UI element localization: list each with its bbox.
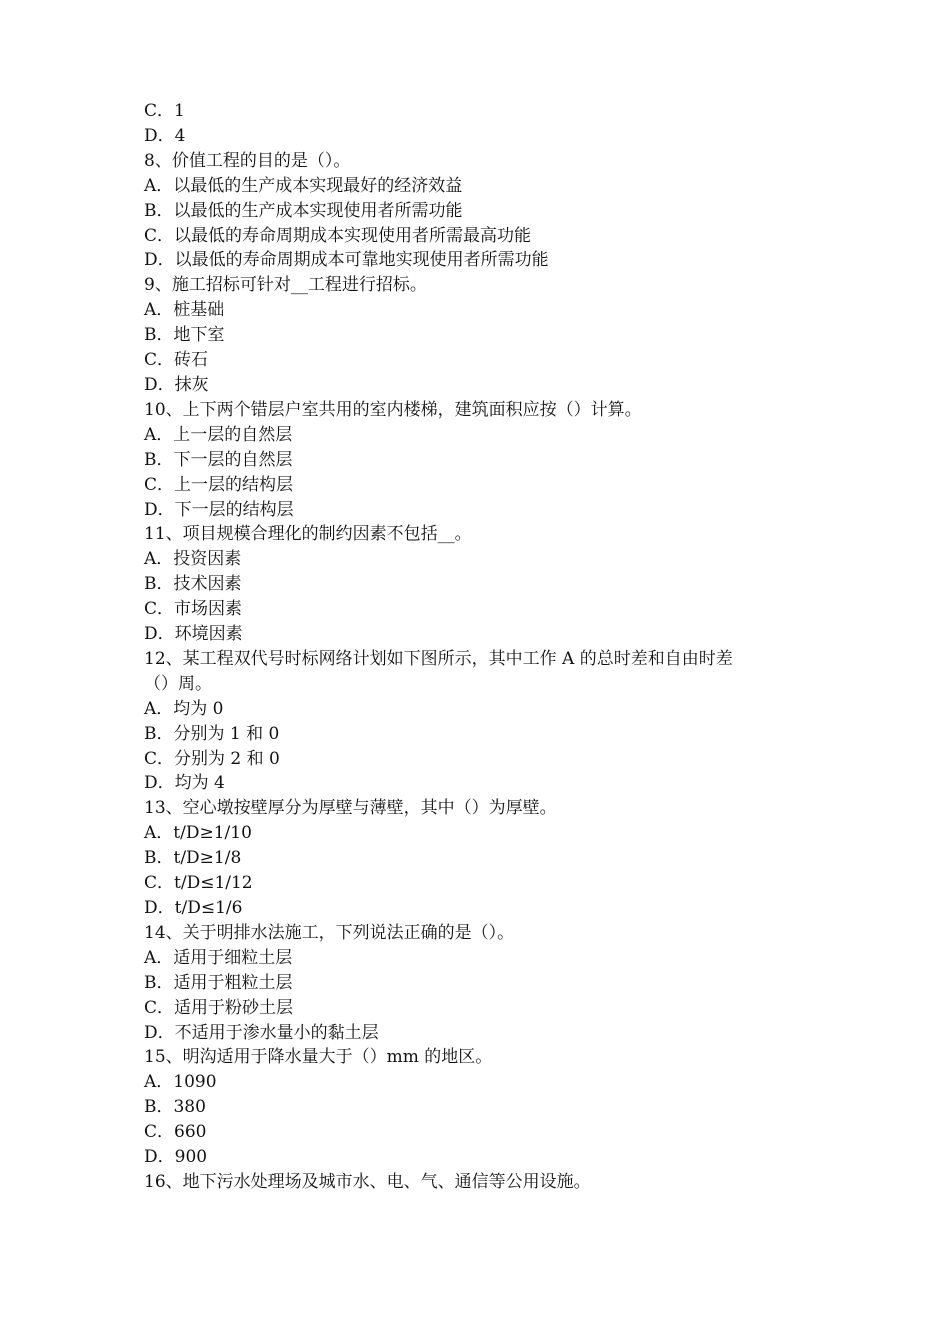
document-page: [144, 99, 814, 1195]
question-13: 13、空心墩按壁厚分为厚壁与薄壁，其中（）为厚壁。: [144, 798, 557, 819]
option-a: A．适用于细粒土层: [144, 947, 293, 968]
option-d: D．均为 4: [144, 773, 225, 794]
option-c: C．适用于粉砂土层: [144, 997, 294, 1018]
option-c: C．660: [144, 1122, 207, 1143]
option-a: A．t/D≥1/10: [144, 823, 252, 844]
option-a: A．上一层的自然层: [144, 424, 293, 445]
option-d: D．不适用于渗水量小的黏土层: [144, 1022, 379, 1043]
question-12: 12、某工程双代号时标网络计划如下图所示，其中工作 A 的总时差和自由时差: [144, 648, 733, 669]
question-14: 14、关于明排水法施工，下列说法正确的是（）。: [144, 922, 515, 943]
option-b: B．技术因素: [144, 574, 242, 595]
option-d: D．抹灰: [144, 374, 209, 395]
option-b: B．以最低的生产成本实现使用者所需功能: [144, 200, 463, 221]
question-11: 11、项目规模合理化的制约因素不包括__。: [144, 524, 472, 545]
option-b: B．380: [144, 1097, 206, 1118]
option-c: C．上一层的结构层: [144, 474, 294, 495]
option-a: A．均为 0: [144, 698, 224, 719]
option-c: C．以最低的寿命周期成本实现使用者所需最高功能: [144, 225, 532, 246]
question-10: 10、上下两个错层户室共用的室内楼梯，建筑面积应按（）计算。: [144, 399, 642, 420]
option-c: C．t/D≤1/12: [144, 873, 253, 894]
option-d: D．4: [144, 125, 186, 146]
option-d: D．下一层的结构层: [144, 499, 294, 520]
option-c: C．1: [144, 101, 185, 121]
option-b: B．地下室: [144, 325, 225, 346]
option-a: A．以最低的生产成本实现最好的经济效益: [144, 175, 463, 196]
question-15: 15、明沟适用于降水量大于（）mm 的地区。: [144, 1047, 493, 1068]
option-c: C．分别为 2 和 0: [144, 748, 280, 769]
question-8: 8、价值工程的目的是（）。: [144, 150, 351, 171]
question-9: 9、施工招标可针对__工程进行招标。: [144, 275, 427, 296]
option-d: D．环境因素: [144, 624, 243, 645]
option-b: B．适用于粗粒土层: [144, 972, 293, 993]
option-a: A．1090: [144, 1072, 217, 1093]
option-a: A．投资因素: [144, 549, 242, 570]
option-c: C．砖石: [144, 350, 209, 371]
option-d: D．以最低的寿命周期成本可靠地实现使用者所需功能: [144, 250, 549, 271]
option-d: D．900: [144, 1147, 208, 1168]
question-12-continued: （）周。: [144, 673, 212, 694]
option-a: A．桩基础: [144, 300, 225, 321]
option-b: B．分别为 1 和 0: [144, 723, 280, 744]
option-b: B．下一层的自然层: [144, 449, 293, 470]
question-16: 16、地下污水处理场及城市水、电、气、通信等公用设施。: [144, 1171, 591, 1192]
option-c: C．市场因素: [144, 599, 243, 620]
option-b: B．t/D≥1/8: [144, 848, 242, 869]
option-d: D．t/D≤1/6: [144, 898, 243, 918]
